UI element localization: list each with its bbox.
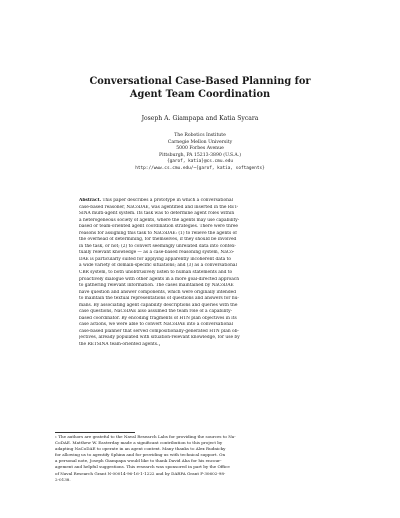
affiliation-university: Carnegie Mellon University — [167, 139, 233, 145]
footnote-line: 2-0138. — [55, 476, 71, 482]
abstract-line-final: the RETSINA team-oriented agents. — [79, 342, 159, 348]
abstract-line: based coordinator. By encoding fragments of HTN plan objectives in its — [79, 315, 237, 321]
abstract-line: CBR system, to both unobtrusively listen to human statements and to — [79, 270, 233, 276]
abstract-line: based or team-oriented agent coordination strategies. There were three — [79, 224, 238, 230]
footnote-line: for allowing us to agentify Sphinx and for providing us with technical support. On — [55, 452, 226, 458]
footnote-line: a personal note, Joseph Giampapa would like to thank David Aha for his encour- — [55, 458, 222, 464]
abstract-line: tually relevant knowledge — as a case-based reasoning system, NaCo- — [79, 250, 235, 256]
affiliation-block — [0, 133, 400, 172]
abstract-line: to maintain the textual representations of questions and answers for hu- — [79, 296, 239, 302]
abstract-label: Abstract. — [79, 198, 102, 203]
abstract-line: the overhead of determining, for themselves, if they should be involved — [79, 237, 237, 243]
footnote-line-0: The authors are grateful to the Naval Research Labs for providing the sources to Na- — [58, 434, 236, 439]
footnote-line: adapting NaCoDAE to operate in an agent context. Many thanks to Alex Rudnicky — [55, 446, 226, 452]
abstract-line: reasons for assigning this task to NaCoDAE: (1) to relieve the agents of — [79, 230, 237, 236]
abstract-line: to gathering relevant information. The cases maintained by NaCoDAE — [79, 283, 234, 289]
author-names: Joseph A. Giampapa and Katia Sycara — [141, 115, 259, 122]
footnote-reference: 1 — [158, 343, 161, 348]
affiliation-city: Pittsburgh, PA 15213-3890 (U.S.A.) — [158, 152, 241, 158]
abstract-line: proactively dialogue with other agents in a more goal-directed approach — [79, 276, 240, 282]
footnote-line: agement and helpful suggestions. This research was sponsored in part by the Office — [55, 464, 230, 470]
abstract-line: case-based reasoner, NaCoDAE, was agentified and inserted in the RET- — [79, 204, 239, 210]
abstract-line: a wide variety of domain-specific situations; and (3) as a conversational — [79, 263, 237, 269]
title-line-2: Agent Team Coordination — [129, 89, 271, 100]
affiliation-institute: The Robotics Institute — [174, 133, 226, 138]
footnote-marker: 1 — [55, 435, 57, 439]
footnote-divider — [55, 432, 135, 433]
abstract-line: SINA multi-agent system. Its task was to determine agent roles within — [79, 211, 235, 217]
abstract-line: case actions, we were able to convert NaCoDAE into a conversational — [79, 322, 233, 328]
abstract-line: case questions, NaCoDAE also assumed the team role of a capability- — [79, 309, 233, 315]
footnote-line: of Naval Research Grant N-00014-96-16-1-1222 and by DARPA Grant F-30602-98- — [55, 470, 226, 476]
title-line-1: Conversational Case-Based Planning for — [89, 76, 311, 87]
footnote-section — [55, 434, 337, 483]
author-url: http://www.cs.cmu.edu/~{garof, katia, softagents} — [135, 165, 265, 171]
author-email: {garof, katia}@cs.cmu.edu — [166, 159, 234, 164]
abstract-line: have question and answer components, which were originally intended — [79, 289, 236, 295]
abstract-line: in the task, or not; (2) to convert seemingly unrelated data into contex- — [79, 243, 236, 249]
abstract-line: mans. By associating agent capability descriptions and queries with the — [79, 302, 238, 308]
footnote-line: CoDAE. Matthew W. Easterday made a significant contribution to this project by — [55, 440, 223, 446]
abstract-line: case-based planner that served compositionally-generated HTN plan ob- — [79, 328, 239, 334]
abstract-line: DAE is particularly suited for applying apparently incoherent data to — [79, 256, 231, 262]
abstract-line: jectives, already populated with situation-relevant knowledge, for use by — [79, 335, 240, 341]
abstract-last-line — [79, 342, 330, 349]
paper-title — [0, 75, 400, 101]
abstract-line-0: This paper describes a prototype in which a conversational — [102, 198, 233, 203]
abstract-section — [79, 198, 330, 349]
affiliation-street: 5000 Forbes Avenue — [176, 146, 224, 151]
abstract-line: a heterogeneous society of agents, where the agents may use capability- — [79, 217, 240, 223]
